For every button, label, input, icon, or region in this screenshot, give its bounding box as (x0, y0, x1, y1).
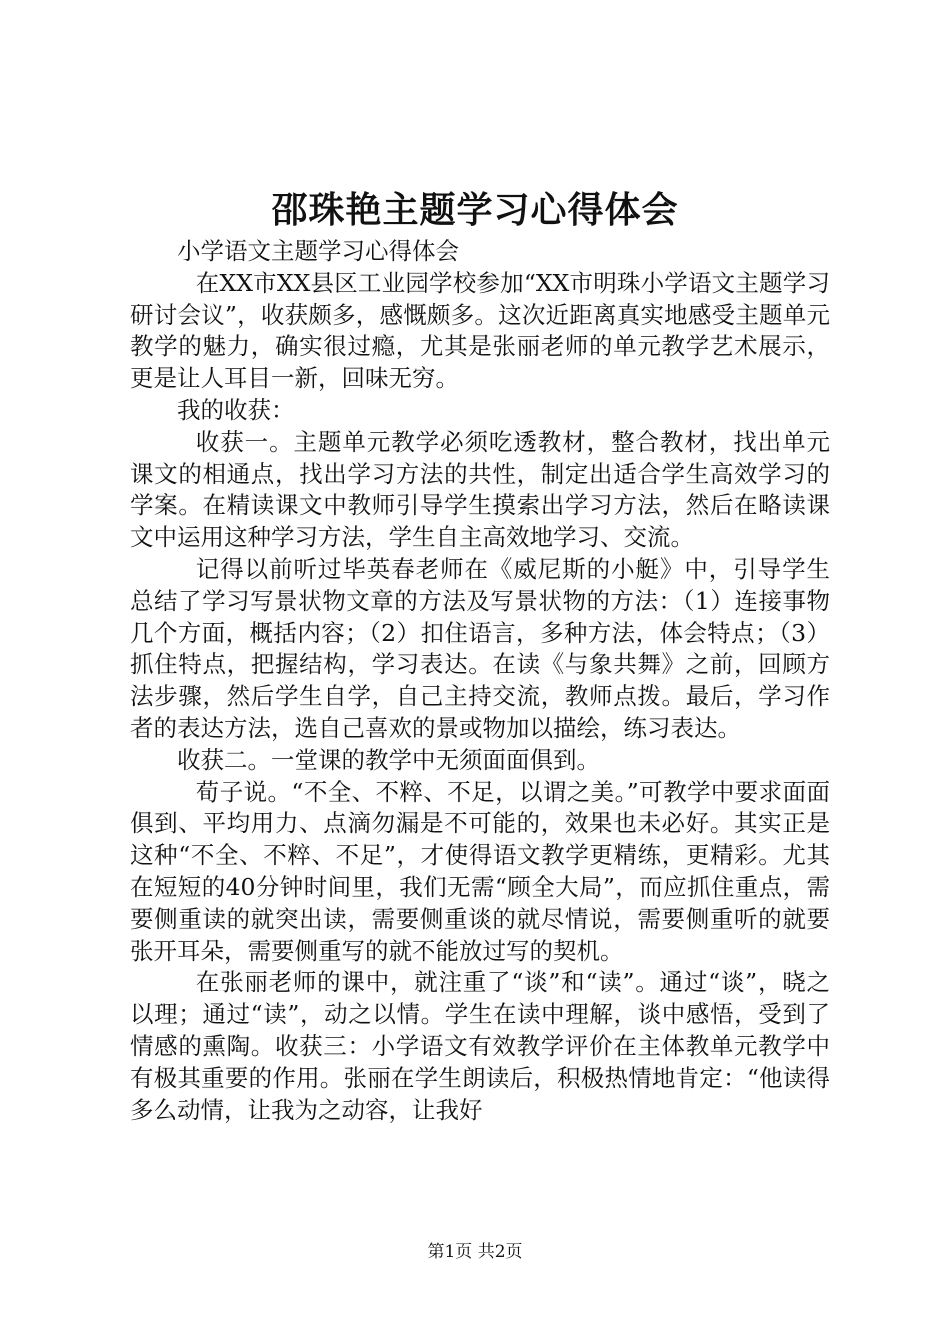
body-paragraph: 在张丽老师的课中，就注重了“谈”和“读”。通过“谈”，晓之以理；通过“读”，动之以情。学生在读中理解，谈中感悟，受到了情感的熏陶。收获三：小学语文有效教学评价在主体教单元教学中有极其重要的作用。张丽在学生朗读后，积极热情地肯定：“他读得多么动情，让我为之动容，让我好 (130, 968, 830, 1124)
body-paragraph: 收获一。主题单元教学必须吃透教材，整合教材，找出单元课文的相通点，找出学习方法的共性，制定出适合学生高效学习的学案。在精读课文中教师引导学生摸索出学习方法，然后在略读课文中运用这种学习方法，学生自主高效地学习、交流。 (130, 427, 830, 552)
document-body (130, 236, 830, 1126)
body-paragraph: 我的收获： (177, 395, 295, 424)
body-paragraph: 荀子说。“不全、不粹、不足，以谓之美。”可教学中要求面面俱到、平均用力、点滴勿漏是不可能的，效果也未必好。其实正是这种“不全、不粹、不足”，才使得语文教学更精练，更精彩。尤其在短短的40分钟时间里，我们无需“顾全大局”，而应抓住重点，需要侧重读的就突出读，需要侧重谈的就尽情说，需要侧重听的就要张开耳朵，需要侧重写的就不能放过写的契机。 (130, 777, 830, 965)
subtitle-paragraph: 小学语文主题学习心得体会 (177, 237, 459, 265)
body-paragraph: 记得以前听过毕英春老师在《威尼斯的小艇》中，引导学生总结了学习写景状物文章的方法及写景状物的方法：（1）连接事物几个方面，概括内容；（2）扣住语言，多种方法，体会特点；（3）抓住特点，把握结构，学习表达。在读《与象共舞》之前，回顾方法步骤，然后学生自学，自己主持交流，教师点拨。最后，学习作者的表达方法，选自己喜欢的景或物加以描绘，练习表达。 (130, 554, 830, 742)
document-title: 邵珠艳主题学习心得体会 (271, 189, 679, 231)
body-paragraph: 在XX市XX县区工业园学校参加“XX市明珠小学语文主题学习研讨会议”，收获颇多，感慨颇多。这次近距离真实地感受主题单元教学的魅力，确实很过瘾，尤其是张丽老师的单元教学艺术展示，更是让人耳目一新，回味无穷。 (130, 268, 830, 393)
body-paragraph: 收获二。一堂课的教学中无须面面俱到。 (177, 745, 600, 774)
page-footer: 第1页 共2页 (427, 1242, 523, 1262)
